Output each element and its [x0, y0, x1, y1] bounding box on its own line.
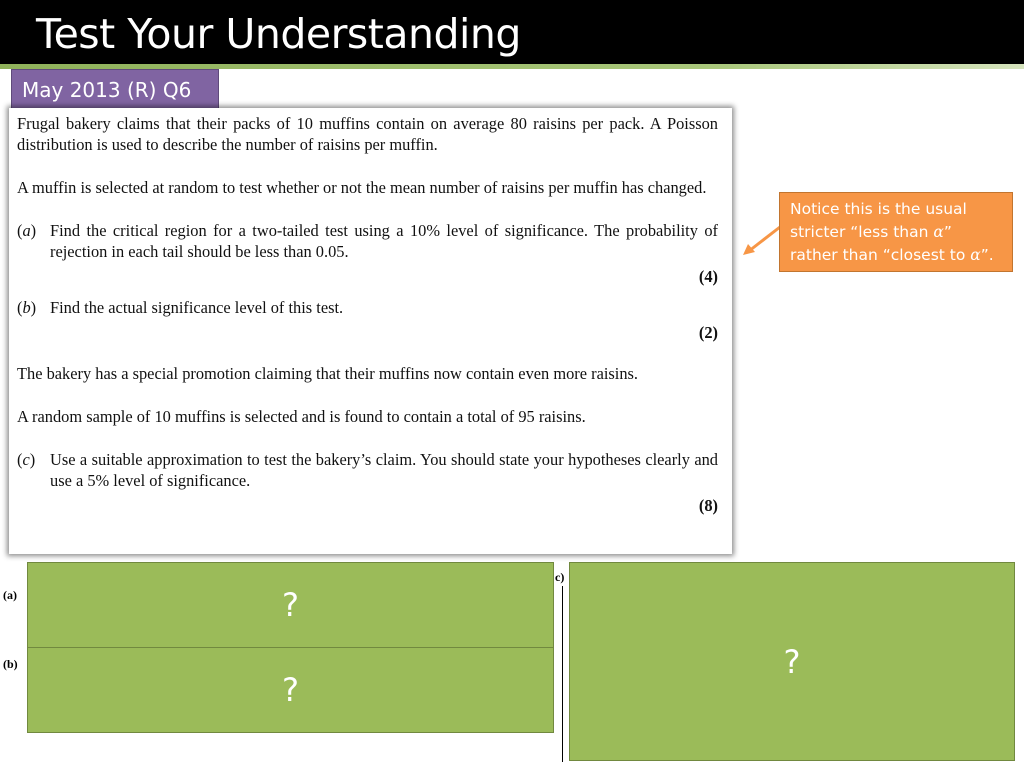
question-selection: A muffin is selected at random to test whether or not the mean number of raisins per muffin has changed. — [17, 178, 707, 197]
answer-a-label: (a) — [3, 588, 17, 602]
alpha-symbol: α — [933, 223, 944, 241]
callout-line-2: stricter “less than α” — [790, 223, 952, 241]
part-c-text: Use a suitable approximation to test the bakery’s claim. You should state your hypotheses clearly and use a 5% level of significance. — [50, 450, 718, 490]
part-a-text: Find the critical region for a two-tailed test using a 10% level of significance. The probability of rejection in each tail should be less than 0.05. — [50, 221, 718, 261]
question-card — [9, 108, 732, 554]
part-b-label: (b) — [17, 298, 37, 317]
answer-c-placeholder: ? — [783, 642, 801, 681]
part-b-text: Find the actual significance level of this test. — [50, 298, 344, 317]
reveal-answer-a-button[interactable] — [27, 562, 554, 648]
question-intro: Frugal bakery claims that their packs of 10 muffins contain on average 80 raisins per pack. A Poisson distribution is used to describe the number of raisins per muffin. — [17, 114, 718, 154]
part-a — [17, 220, 718, 262]
part-c-label: (c) — [17, 450, 36, 469]
callout-arrow-icon — [740, 222, 782, 258]
answer-a-placeholder: ? — [282, 586, 299, 624]
part-b — [17, 297, 718, 318]
title-bar — [0, 0, 1024, 64]
slide-title: Test Your Understanding — [36, 10, 521, 58]
question-sample: A random sample of 10 muffins is selected and is found to contain a total of 95 raisins. — [17, 407, 586, 426]
reveal-answer-c-button[interactable] — [569, 562, 1015, 761]
note-callout — [779, 192, 1013, 272]
answer-b-placeholder: ? — [282, 671, 299, 709]
part-a-label: (a) — [17, 221, 37, 240]
callout-line-1: Notice this is the usual — [790, 200, 967, 218]
answer-divider — [562, 586, 563, 762]
part-c — [17, 449, 718, 491]
reveal-answer-b-button[interactable] — [27, 647, 554, 733]
question-promotion: The bakery has a special promotion claiming that their muffins now contain even more raisins. — [17, 364, 639, 383]
callout-line-3: rather than “closest to α”. — [790, 246, 994, 264]
part-c-marks: (8) — [698, 496, 718, 515]
alpha-symbol: α — [970, 246, 981, 264]
part-a-marks: (4) — [698, 267, 718, 286]
answer-c-label: c) — [555, 570, 565, 584]
part-b-marks: (2) — [698, 323, 718, 342]
answer-b-label: (b) — [3, 657, 18, 671]
question-source-tag: May 2013 (R) Q6 — [11, 69, 219, 109]
